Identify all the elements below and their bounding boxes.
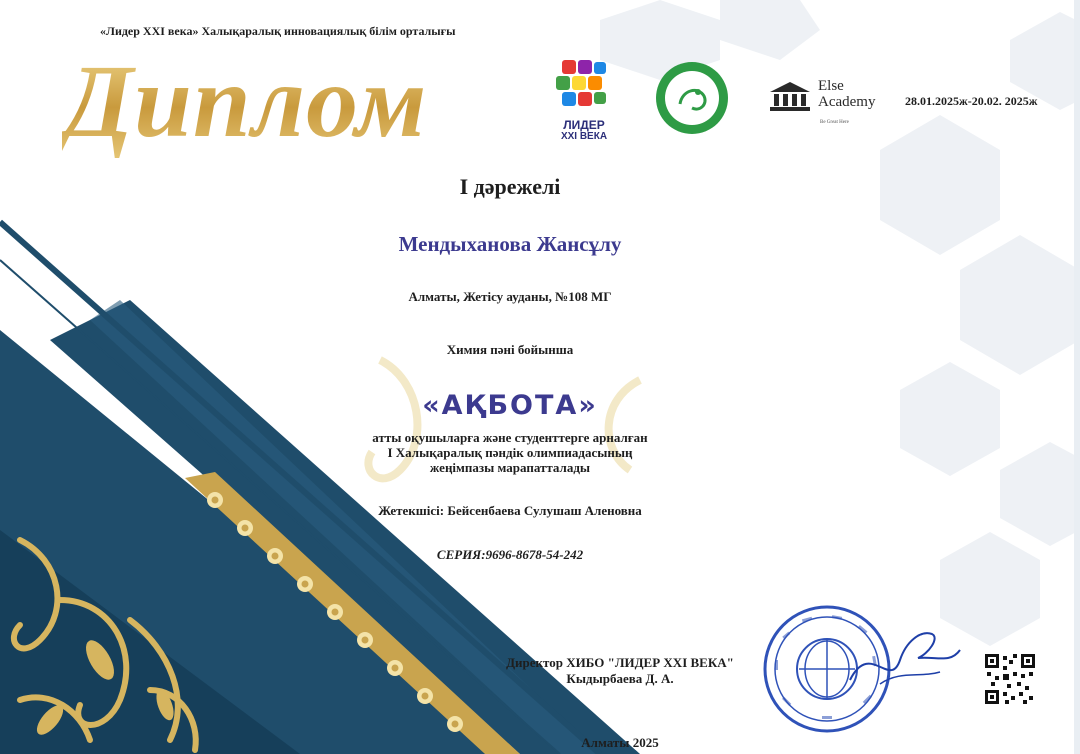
director-title: Директор ХИБО "ЛИДЕР XXI ВЕКА" xyxy=(506,655,734,670)
subject: Химия пәні бойынша xyxy=(446,342,574,357)
recipient-school: Алматы, Жетісу ауданы, №108 МГ xyxy=(408,289,612,304)
recipient-name: Мендыханова Жансұлу xyxy=(398,232,622,256)
event-dates: 28.01.2025ж-20.02. 2025ж xyxy=(905,94,1038,108)
olympiad-name: «АҚБОТА» xyxy=(422,390,598,421)
mentor: Жетекшісі: Бейсенбаева Сулушаш Аленовна xyxy=(378,503,642,518)
director-block xyxy=(470,655,770,687)
organization-name: «Лидер XXI века» Халықаралық инновациялық білім орталығы xyxy=(100,24,456,38)
lider-logo xyxy=(548,58,620,144)
puzzle-icon xyxy=(548,58,620,114)
else-academy-tagline: Be Great Here xyxy=(820,120,849,125)
green-seal-logo xyxy=(654,60,730,136)
city-year: Алматы 2025 xyxy=(581,735,659,750)
description-line-1: атты оқушыларға және студенттерге арналған xyxy=(372,430,648,445)
else-academy-name xyxy=(818,78,875,110)
award-description xyxy=(180,430,840,475)
director-name: Кыдырбаева Д. А. xyxy=(566,671,674,686)
else-academy-line2: Academy xyxy=(818,94,876,110)
description-line-3: жеңімпазы марапатталады xyxy=(429,460,591,475)
qr-code xyxy=(983,652,1037,706)
else-academy-line1: Else xyxy=(818,78,844,94)
academy-building-icon xyxy=(768,80,812,112)
lider-logo-line1: ЛИДЕР xyxy=(563,118,605,132)
award-degree: I дәрежелі xyxy=(459,174,561,199)
director-signature xyxy=(840,620,970,700)
diploma-title: Диплом xyxy=(62,44,428,159)
description-line-2: I Халықаралық пәндік олимпиадасының xyxy=(387,445,633,460)
lider-logo-line2: XXI ВЕКА xyxy=(560,131,608,142)
series-number: СЕРИЯ:9696-8678-54-242 xyxy=(436,547,584,562)
